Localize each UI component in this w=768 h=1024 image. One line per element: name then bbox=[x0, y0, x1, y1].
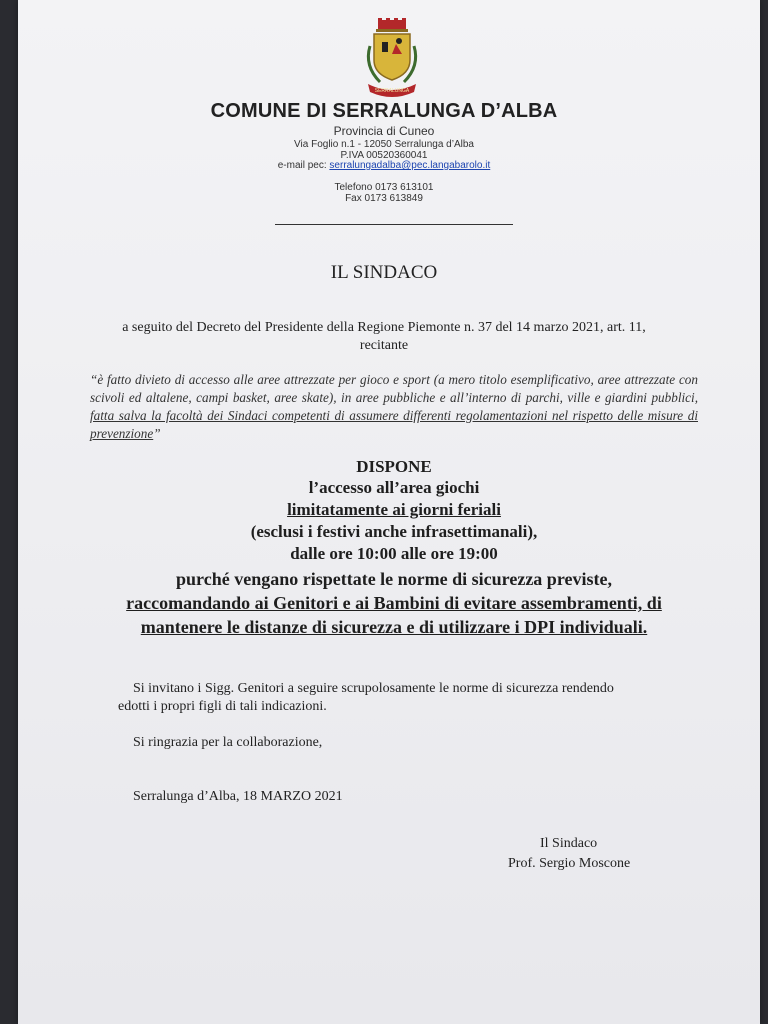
signature-role: Il Sindaco bbox=[540, 836, 598, 851]
pec-label: e-mail pec: bbox=[277, 160, 330, 171]
dispone-line-weekdays: limitatamente ai giorni feriali bbox=[287, 500, 501, 519]
dispone-line-recommend: raccomandando ai Genitori e ai Bambini di evitare assembramenti, di bbox=[126, 593, 662, 613]
decreto-reference bbox=[0, 319, 768, 355]
municipal-crest-logo bbox=[358, 16, 426, 102]
pec-email-link[interactable]: serralungadalba@pec.langabarolo.it bbox=[329, 160, 491, 171]
comune-name-heading: COMUNE DI SERRALUNGA D’ALBA bbox=[210, 100, 558, 122]
header-divider bbox=[275, 224, 513, 225]
place-date-line: Serralunga d’Alba, 18 MARZO 2021 bbox=[133, 789, 343, 804]
dispone-line-distances: mantenere le distanze di sicurezza e di utilizzare i DPI individuali. bbox=[140, 617, 648, 637]
dispone-line-holidays: (esclusi i festivi anche infrasettimanali), bbox=[250, 522, 538, 541]
dispone-line-norms: purché vengano rispettate le norme di sicurezza previste, bbox=[176, 569, 612, 589]
decreto-line-1: a seguito del Decreto del Presidente della Regione Piemonte n. 37 del 14 marzo 2021, art. 11, bbox=[122, 320, 646, 335]
quote-underlined-part: fatta salva la facoltà dei Sindaci competenti di assumere differenti regolamentazioni nel rispetto delle misure di prevenzione bbox=[90, 408, 698, 441]
thanks-line: Si ringrazia per la collaborazione, bbox=[133, 735, 323, 750]
svg-text:SERRALUNGA: SERRALUNGA bbox=[374, 88, 410, 94]
dispone-line-hours: dalle ore 10:00 alle ore 19:00 bbox=[290, 544, 498, 563]
pec-line bbox=[0, 160, 768, 171]
decreto-line-2: recitante bbox=[359, 338, 409, 353]
quote-part-2: ” bbox=[153, 426, 161, 441]
fax-line: Fax 0173 613849 bbox=[345, 193, 423, 204]
provincia-label: Provincia di Cuneo bbox=[333, 124, 435, 138]
signature-name: Prof. Sergio Moscone bbox=[508, 856, 631, 871]
invitation-line-2: edotti i propri figli di tali indicazioni. bbox=[118, 699, 327, 714]
dispone-block bbox=[60, 456, 728, 639]
quote-part-1: “è fatto divieto di accesso alle aree attrezzate per gioco e sport (a mero titolo esemplificativo, aree attrezzate con scivoli ed altalene, campi basket, aree skate), in aree pubbliche e all’interno di parchi, ville e giardini pubblici, bbox=[90, 372, 698, 405]
telephone-line: Telefono 0173 613101 bbox=[334, 182, 434, 193]
document-title: IL SINDACO bbox=[330, 262, 438, 283]
address-line: Via Foglio n.1 - 12050 Serralunga d’Alba bbox=[294, 139, 474, 150]
piva-line: P.IVA 00520360041 bbox=[340, 150, 428, 161]
quoted-decree-text bbox=[90, 371, 698, 443]
dispone-line-access: l’accesso all’area giochi bbox=[308, 478, 480, 497]
invitation-line-1: Si invitano i Sigg. Genitori a seguire scrupolosamente le norme di sicurezza rendendo bbox=[133, 681, 614, 696]
dispone-heading: DISPONE bbox=[356, 457, 432, 476]
